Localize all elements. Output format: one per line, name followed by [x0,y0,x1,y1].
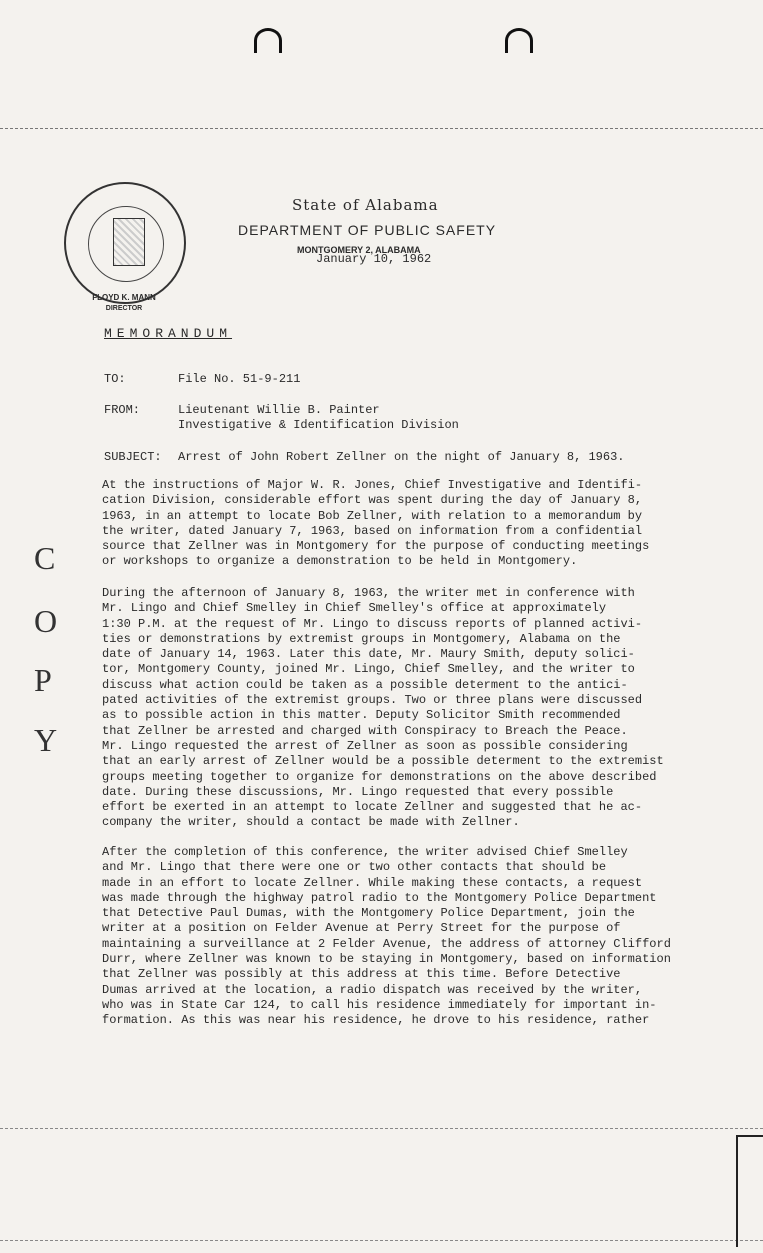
paragraph-2 [102,586,712,831]
paragraph-3 [102,845,712,1029]
punch-hole-left [254,28,282,53]
text-line: pated activities of the extremist groups. Two or three plans were discussed [102,693,643,708]
bottom-edge-line [0,1240,763,1241]
copy-stamp-c: C [34,540,56,576]
text-line: was made through the highway patrol radio to the Montgomery Police Department [102,890,657,905]
to-value: File No. 51-9-211 [178,372,301,386]
text-line: that an early arrest of Zellner would be a possible determent to the extremist [102,754,664,769]
state-seal [64,182,186,304]
text-line: At the instructions of Major W. R. Jones, Chief Investigative and Identifi- [102,478,643,492]
from-line-2: Investigative & Identification Division [178,418,459,432]
text-line: During the afternoon of January 8, 1963, the writer met in conference with [102,586,635,600]
letterhead-city: MONTGOMERY 2, ALABAMA [297,245,421,255]
text-line: maintaining a surveillance at 2 Felder Avenue, the address of attorney Clifford [102,936,671,951]
to-label: TO: [104,372,126,386]
text-line: who was in State Car 124, to call his residence immediately for important in- [102,997,657,1012]
text-line: effort be exerted in an attempt to locate Zellner and suggested that he ac- [102,800,643,815]
director-name: FLOYD K. MANN [92,293,156,302]
punch-hole-right [505,28,533,53]
from-label: FROM: [104,403,141,417]
text-line: or workshops to organize a demonstration to be held in Montgomery. [102,554,578,569]
paragraph-1 [102,478,712,570]
text-line: that Zellner be arrested and charged with Conspiracy to Breach the Peace. [102,723,628,738]
corner-bracket [736,1135,763,1247]
director-block [70,292,178,314]
from-line-1: Lieutenant Willie B. Painter [178,403,380,417]
copy-stamp-y: Y [34,722,58,758]
text-line: After the completion of this conference, the writer advised Chief Smelley [102,845,628,859]
copy-stamp-o: O [34,603,58,639]
text-line: source that Zellner was in Montgomery for the purpose of conducting meetings [102,539,650,554]
text-line: Durr, where Zellner was known to be staying in Montgomery, based on information [102,952,671,967]
text-line: that Detective Paul Dumas, with the Montgomery Police Department, join the [102,906,635,921]
text-line: date of January 14, 1963. Later this date, Mr. Maury Smith, deputy solici- [102,647,635,662]
fold-line [0,128,763,129]
text-line: writer at a position on Felder Avenue at Perry Street for the purpose of [102,921,621,936]
text-line: Dumas arrived at the location, a radio dispatch was received by the writer, [102,982,643,997]
bottom-fold-line [0,1128,763,1129]
memo-date: January 10, 1962 [316,252,432,266]
text-line: Mr. Lingo requested the arrest of Zellner as soon as possible considering [102,738,628,753]
text-line: the writer, dated January 7, 1963, based on information from a confidential [102,523,643,538]
memo-heading: MEMORANDUM [104,326,233,341]
text-line: and Mr. Lingo that there were one or two other contacts that should be [102,860,607,875]
text-line: cation Division, considerable effort was spent during the day of January 8, [102,493,643,508]
text-line: groups meeting together to organize for demonstrations on the above described [102,769,657,784]
text-line: formation. As this was near his residence, he drove to his residence, rather [102,1013,650,1028]
text-line: 1:30 P.M. at the request of Mr. Lingo to discuss reports of planned activi- [102,616,643,631]
text-line: tor, Montgomery County, joined Mr. Lingo, Chief Smelley, and the writer to [102,662,635,677]
subject-value: Arrest of John Robert Zellner on the night of January 8, 1963. [178,450,625,464]
text-line: that Zellner was possibly at this address at this time. Before Detective [102,967,621,982]
text-line: ties or demonstrations by extremist groups in Montgomery, Alabama on the [102,631,621,646]
copy-stamp-p: P [34,662,52,698]
letterhead-state: State of Alabama [292,196,439,214]
text-line: discuss what action could be taken as a possible determent to the antici- [102,677,628,692]
text-line: made in an effort to locate Zellner. While making these contacts, a request [102,875,643,890]
text-line: 1963, in an attempt to locate Bob Zellner, with relation to a memorandum by [102,508,643,523]
director-title: DIRECTOR [105,305,143,312]
subject-label: SUBJECT: [104,450,162,464]
text-line: company the writer, should a contact be made with Zellner. [102,815,520,830]
text-line: as to possible action in this matter. Deputy Solicitor Smith recommended [102,708,621,723]
text-line: Mr. Lingo and Chief Smelley in Chief Smelley's office at approximately [102,601,607,616]
letterhead-department: DEPARTMENT OF PUBLIC SAFETY [238,222,497,238]
text-line: date. During these discussions, Mr. Lingo requested that every possible [102,784,614,799]
